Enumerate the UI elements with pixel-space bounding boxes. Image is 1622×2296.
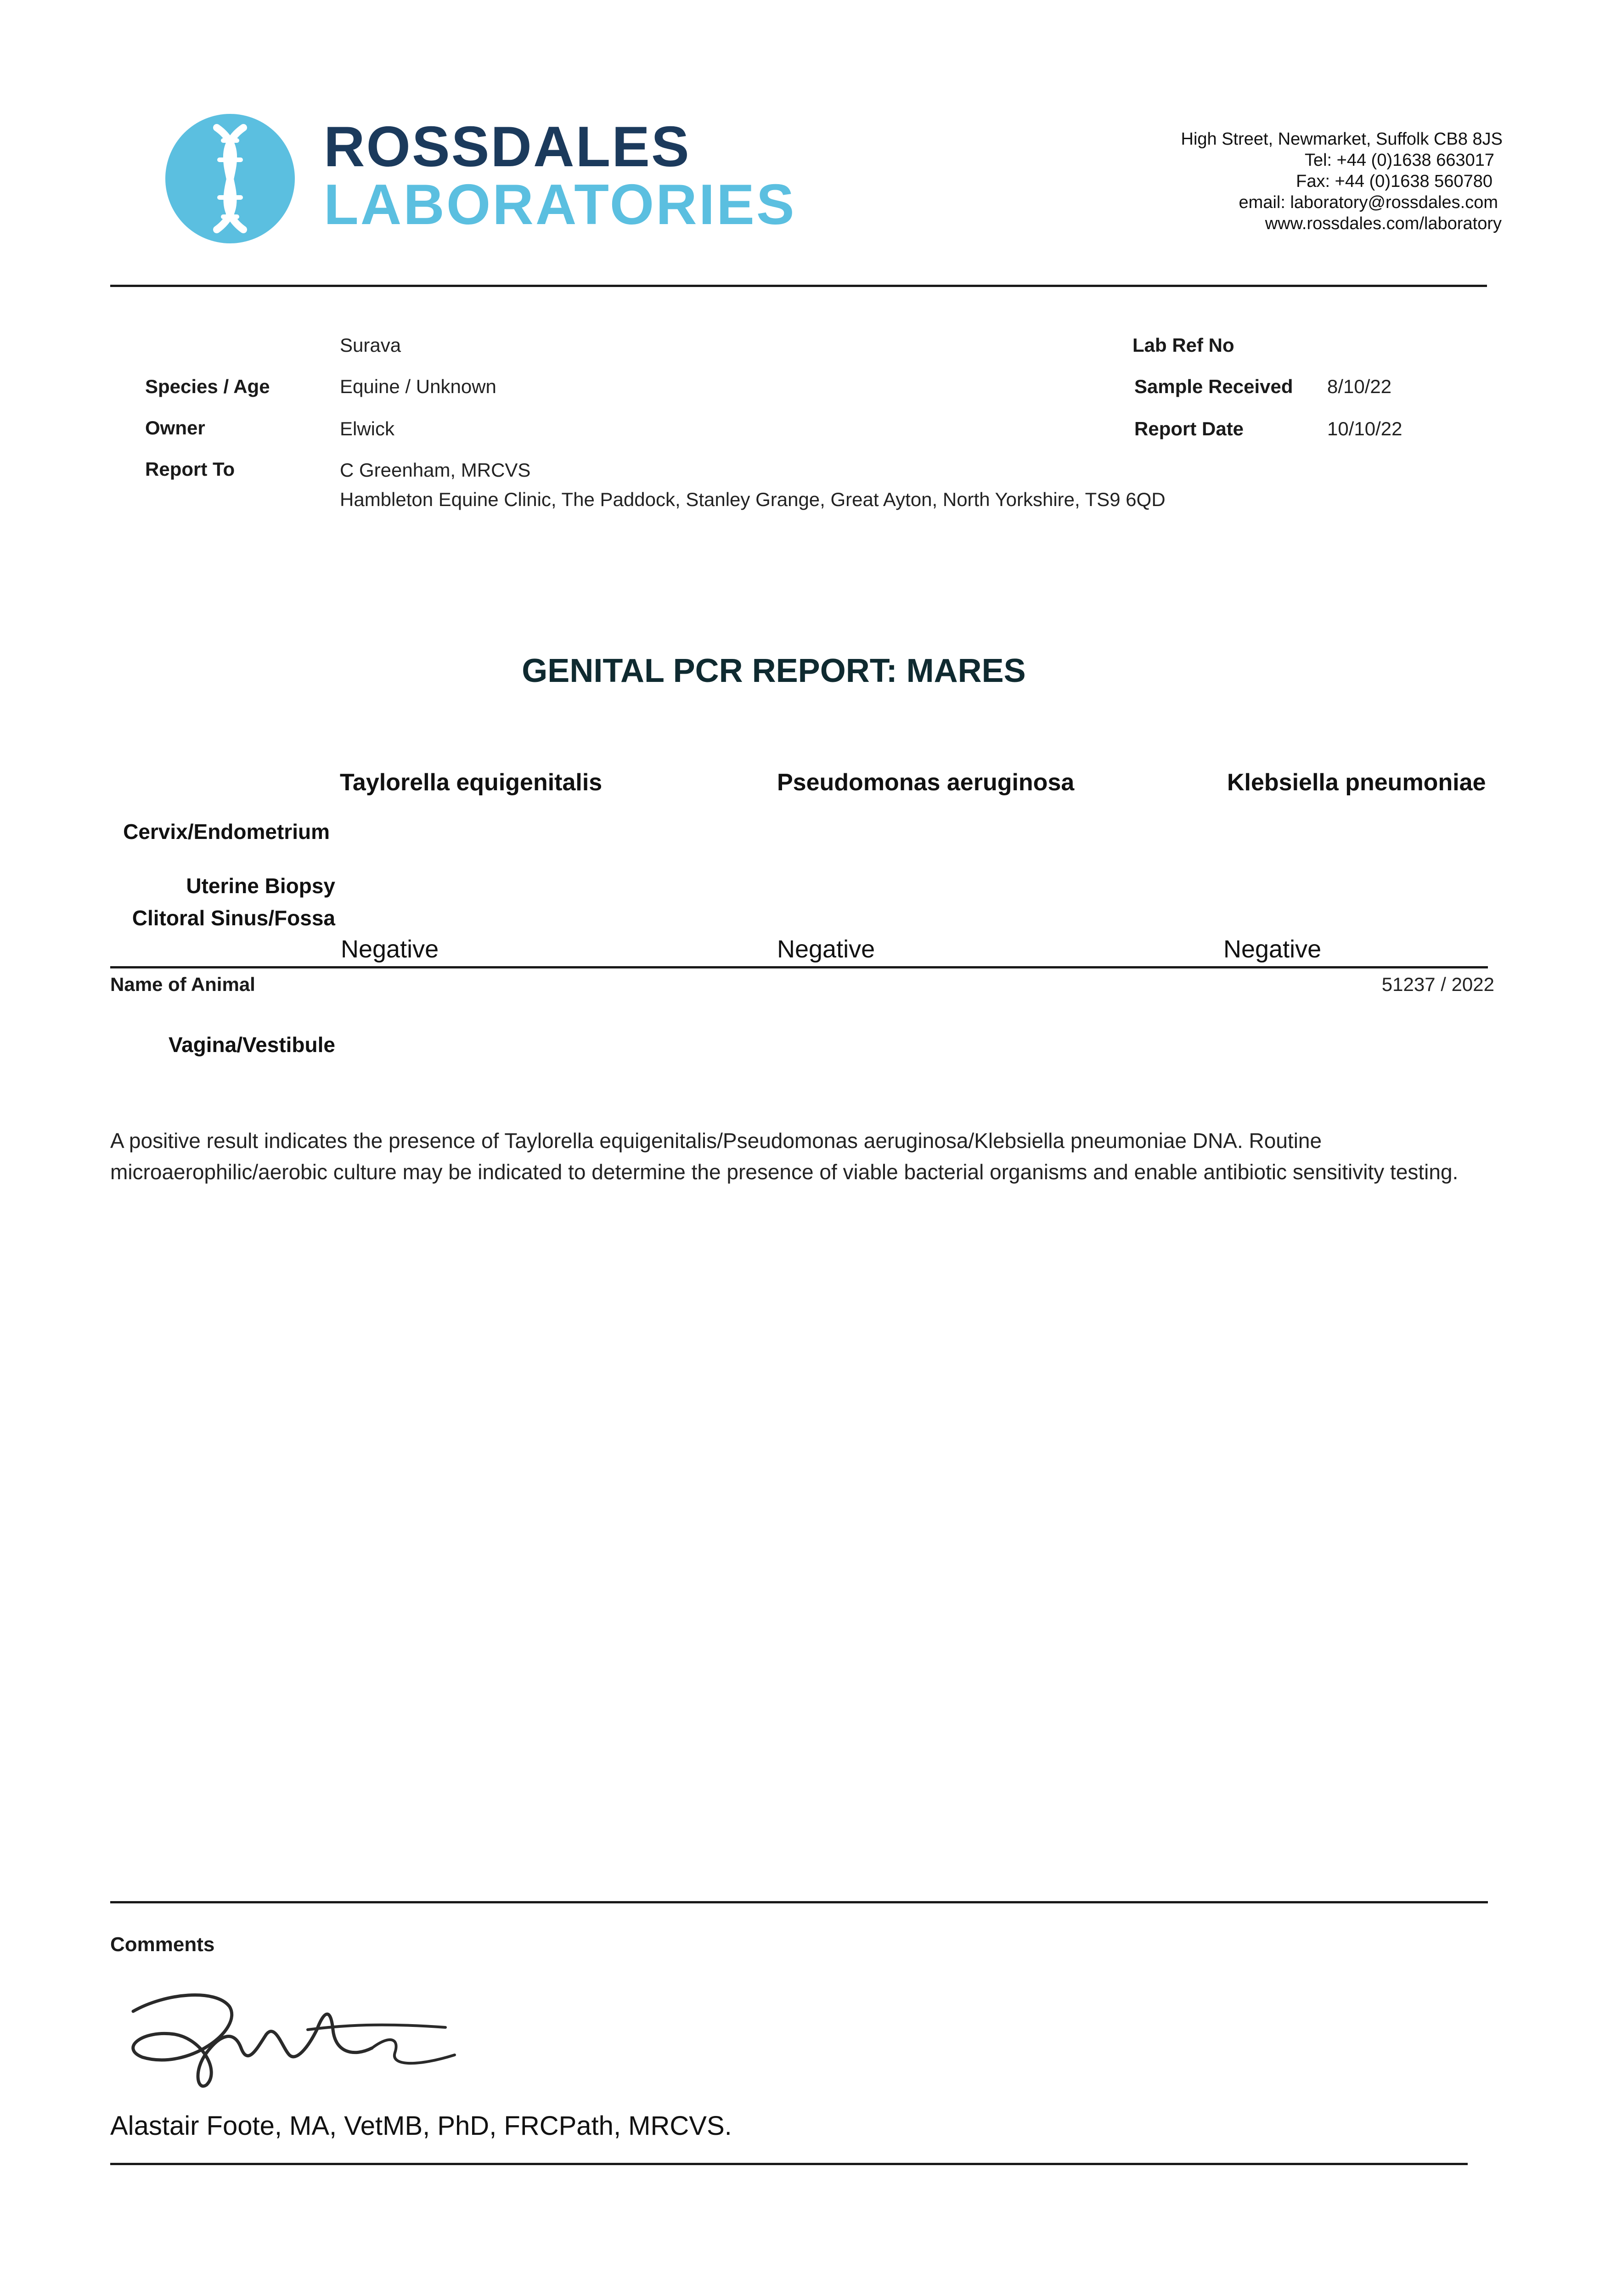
signature <box>115 1979 464 2094</box>
animal-name-value: Surava <box>340 334 401 356</box>
lab-ref-value: 51237 / 2022 <box>1381 974 1494 995</box>
email: email: laboratory@rossdales.com <box>1239 193 1498 212</box>
dna-logo-icon <box>165 114 295 243</box>
bacteria-header-pseudomonas: Pseudomonas aeruginosa <box>777 769 1075 796</box>
result-pseudomonas: Negative <box>777 935 875 963</box>
sample-received-label: Sample Received <box>1134 376 1293 397</box>
results-divider <box>110 966 1488 968</box>
bacteria-header-taylorella: Taylorella equigenitalis <box>340 769 603 796</box>
site-clitoral: Clitoral Sinus/Fossa <box>132 906 335 930</box>
result-klebsiella: Negative <box>1223 935 1322 963</box>
header-divider <box>110 285 1487 287</box>
logo-line-2: LABORATORIES <box>324 173 796 236</box>
result-note: A positive result indicates the presence of Taylorella equigenitalis/Pseudomonas aeruginosa/Klebsiella pneumoniae DNA. Routine microaerophilic/aerobic culture may be indicated to determine the presence of viable bacterial organisms and enable antibiotic sensitivity testing. <box>110 1129 1459 1184</box>
report-title: GENITAL PCR REPORT: MARES <box>522 653 1026 689</box>
report-to-label: Report To <box>145 458 235 480</box>
name-of-animal-label: Name of Animal <box>110 974 255 995</box>
logo-line-1: ROSSDALES <box>324 115 691 179</box>
report-date-label: Report Date <box>1134 418 1244 439</box>
lab-ref-label: Lab Ref No <box>1132 334 1234 356</box>
site-vagina: Vagina/Vestibule <box>168 1033 335 1057</box>
species-value: Equine / Unknown <box>340 376 496 397</box>
footer-divider-top <box>110 1901 1488 1903</box>
address: High Street, Newmarket, Suffolk CB8 8JS <box>1181 129 1503 149</box>
footer-divider-bottom <box>110 2163 1468 2165</box>
telephone: Tel: +44 (0)1638 663017 <box>1304 151 1494 170</box>
signatory-name: Alastair Foote, MA, VetMB, PhD, FRCPath, MRCVS. <box>110 2111 732 2141</box>
report-to-address: Hambleton Equine Clinic, The Paddock, Stanley Grange, Great Ayton, North Yorkshire, TS9 6QD <box>340 489 1166 510</box>
report-to-name: C Greenham, MRCVS <box>340 459 531 481</box>
species-label: Species / Age <box>145 376 270 397</box>
result-taylorella: Negative <box>341 935 439 963</box>
site-cervix: Cervix/Endometrium <box>123 820 330 844</box>
comments-label: Comments <box>110 1933 215 1956</box>
bacteria-header-klebsiella: Klebsiella pneumoniae <box>1227 769 1486 796</box>
website: www.rossdales.com/laboratory <box>1265 214 1502 233</box>
owner-value: Elwick <box>340 418 395 439</box>
owner-label: Owner <box>145 417 205 439</box>
fax: Fax: +44 (0)1638 560780 <box>1296 172 1492 191</box>
site-uterine: Uterine Biopsy <box>186 874 335 898</box>
report-date-value: 10/10/22 <box>1327 418 1402 439</box>
sample-received-value: 8/10/22 <box>1327 376 1392 397</box>
